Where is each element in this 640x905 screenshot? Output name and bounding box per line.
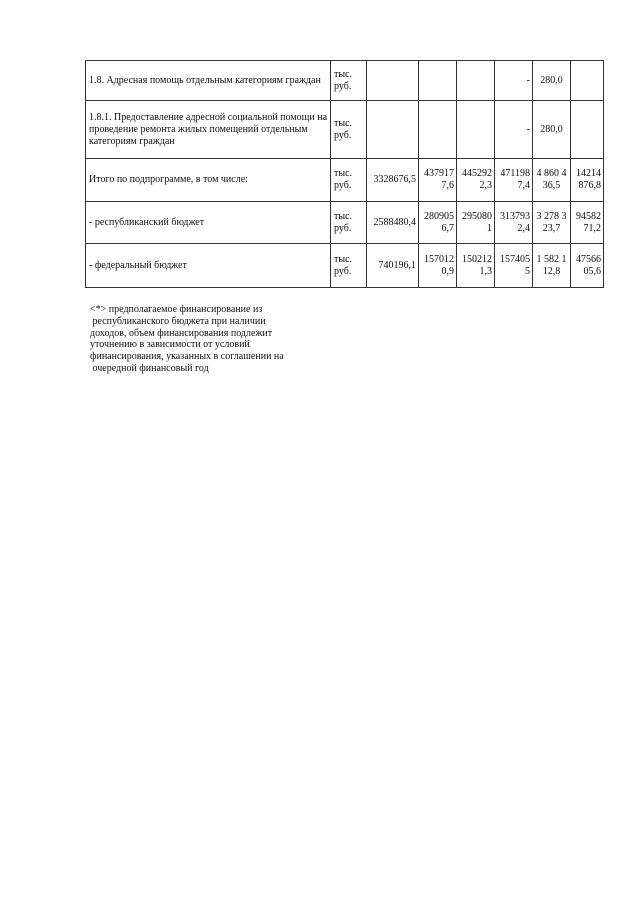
row-value-5: 4 860 436,5 <box>533 159 571 202</box>
row-value-3 <box>457 101 495 159</box>
footnote-line: очередной финансовый год <box>90 362 209 374</box>
row-name: - республиканский бюджет <box>86 202 331 244</box>
row-value-3 <box>457 61 495 101</box>
row-unit: тыс. руб. <box>331 159 367 202</box>
row-value-1 <box>367 61 419 101</box>
row-value-4: 4711987,4 <box>495 159 533 202</box>
row-value-4: 1574055 <box>495 244 533 288</box>
row-name: - федеральный бюджет <box>86 244 331 288</box>
footnote-line: доходов, объем финансирования подлежит <box>90 327 273 339</box>
row-value-1 <box>367 101 419 159</box>
row-value-4: - <box>495 101 533 159</box>
row-value-6 <box>571 61 604 101</box>
row-value-2: 4379177,6 <box>419 159 457 202</box>
row-unit: тыс. руб. <box>331 101 367 159</box>
row-name: 1.8.1. Предоставление адресной социальной помощи на проведение ремонта жилых помещений отдельным категориям граждан <box>86 101 331 159</box>
row-unit: тыс. руб. <box>331 244 367 288</box>
row-name: 1.8. Адресная помощь отдельным категориям граждан <box>86 61 331 101</box>
row-value-4: - <box>495 61 533 101</box>
row-value-1: 2588480,4 <box>367 202 419 244</box>
row-value-3: 4452922,3 <box>457 159 495 202</box>
footnote-line: финансирования, указанных в соглашении на <box>90 351 284 363</box>
table-row <box>86 101 604 159</box>
row-value-6: 4756605,6 <box>571 244 604 288</box>
row-value-1: 740196,1 <box>367 244 419 288</box>
row-value-2: 1570120,9 <box>419 244 457 288</box>
budget-table <box>85 60 604 288</box>
row-value-6 <box>571 101 604 159</box>
row-value-5: 1 582 112,8 <box>533 244 571 288</box>
table-row <box>86 159 604 202</box>
row-value-5: 280,0 <box>533 101 571 159</box>
row-value-6: 14214876,8 <box>571 159 604 202</box>
row-value-1: 3328676,5 <box>367 159 419 202</box>
row-value-5: 280,0 <box>533 61 571 101</box>
table-row <box>86 244 604 288</box>
row-name: Итого по подпрограмме, в том числе: <box>86 159 331 202</box>
row-value-4: 3137932,4 <box>495 202 533 244</box>
row-value-5: 3 278 323,7 <box>533 202 571 244</box>
row-unit: тыс. руб. <box>331 202 367 244</box>
row-value-3: 2950801 <box>457 202 495 244</box>
footnote-line: <*> предполагаемое финансирование из <box>90 304 263 315</box>
table-row <box>86 61 604 101</box>
footnote-line: республиканского бюджета при наличии <box>90 315 266 327</box>
table-row <box>86 202 604 244</box>
row-value-3: 1502121,3 <box>457 244 495 288</box>
row-value-6: 9458271,2 <box>571 202 604 244</box>
row-value-2: 2809056,7 <box>419 202 457 244</box>
row-value-2 <box>419 101 457 159</box>
footnote-line: уточнению в зависимости от условий <box>90 339 250 351</box>
footnote <box>90 304 330 375</box>
row-value-2 <box>419 61 457 101</box>
row-unit: тыс. руб. <box>331 61 367 101</box>
